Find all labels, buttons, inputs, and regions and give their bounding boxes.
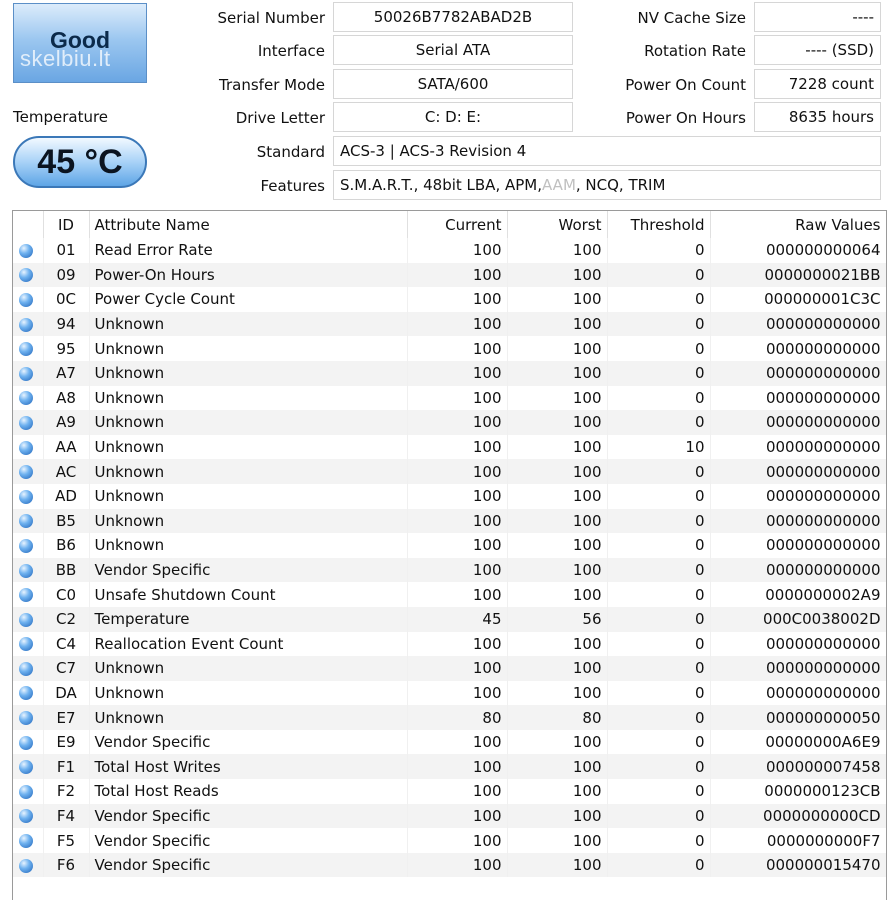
attribute-id: F6 — [43, 853, 89, 878]
status-cell — [13, 410, 43, 435]
threshold-value: 10 — [607, 435, 710, 460]
worst-value: 100 — [507, 853, 607, 878]
attribute-id: F5 — [43, 828, 89, 853]
threshold-value: 0 — [607, 582, 710, 607]
raw-value: 0000000000F7 — [710, 828, 886, 853]
raw-value: 000000000000 — [710, 533, 886, 558]
threshold-value: 0 — [607, 263, 710, 288]
attribute-name: Vendor Specific — [89, 828, 407, 853]
features-label: Features — [260, 177, 325, 195]
attribute-name: Unknown — [89, 386, 407, 411]
attribute-name: Vendor Specific — [89, 730, 407, 755]
threshold-value: 0 — [607, 287, 710, 312]
attribute-name: Vendor Specific — [89, 853, 407, 878]
status-cell — [13, 459, 43, 484]
table-row[interactable] — [13, 754, 886, 779]
worst-value: 100 — [507, 435, 607, 460]
status-cell — [13, 386, 43, 411]
attribute-name: Total Host Reads — [89, 779, 407, 804]
temperature-value: 45 °C — [37, 142, 123, 181]
current-value: 100 — [407, 730, 507, 755]
power-on-hours-value: 8635 hours — [754, 102, 881, 132]
blue-circle-icon — [19, 416, 33, 430]
features-part-3: , NCQ, TRIM — [575, 176, 666, 194]
status-cell — [13, 656, 43, 681]
status-cell — [13, 828, 43, 853]
status-cell — [13, 804, 43, 829]
raw-value: 000000000000 — [710, 386, 886, 411]
raw-value: 000000000000 — [710, 632, 886, 657]
attribute-name: Unknown — [89, 681, 407, 706]
table-row[interactable] — [13, 656, 886, 681]
features-part-1: S.M.A.R.T., 48bit LBA, APM, — [340, 176, 542, 194]
worst-value: 100 — [507, 336, 607, 361]
header-id[interactable]: ID — [43, 211, 89, 238]
worst-value: 100 — [507, 656, 607, 681]
attribute-id: C7 — [43, 656, 89, 681]
attribute-id: AD — [43, 484, 89, 509]
threshold-value: 0 — [607, 754, 710, 779]
raw-value: 000000000064 — [710, 238, 886, 263]
table-row[interactable] — [13, 804, 886, 829]
interface-value: Serial ATA — [333, 35, 573, 65]
standard-value: ACS-3 | ACS-3 Revision 4 — [333, 136, 881, 166]
current-value: 100 — [407, 435, 507, 460]
attribute-id: F2 — [43, 779, 89, 804]
table-row[interactable] — [13, 263, 886, 288]
raw-value: 000000000000 — [710, 336, 886, 361]
status-cell — [13, 336, 43, 361]
serial-number-label: Serial Number — [217, 9, 325, 27]
table-row[interactable] — [13, 607, 886, 632]
threshold-value: 0 — [607, 533, 710, 558]
threshold-value: 0 — [607, 238, 710, 263]
threshold-value: 0 — [607, 804, 710, 829]
transfer-mode-value: SATA/600 — [333, 69, 573, 99]
table-row[interactable] — [13, 558, 886, 583]
raw-value: 0000000000CD — [710, 804, 886, 829]
current-value: 100 — [407, 853, 507, 878]
threshold-value: 0 — [607, 828, 710, 853]
header-raw-values[interactable]: Raw Values — [710, 211, 886, 238]
worst-value: 100 — [507, 533, 607, 558]
worst-value: 100 — [507, 484, 607, 509]
attribute-id: 0C — [43, 287, 89, 312]
attribute-id: AC — [43, 459, 89, 484]
current-value: 80 — [407, 705, 507, 730]
attribute-name: Power Cycle Count — [89, 287, 407, 312]
blue-circle-icon — [19, 293, 33, 307]
blue-circle-icon — [19, 441, 33, 455]
blue-circle-icon — [19, 588, 33, 602]
blue-circle-icon — [19, 711, 33, 725]
status-cell — [13, 853, 43, 878]
attribute-id: C0 — [43, 582, 89, 607]
current-value: 100 — [407, 681, 507, 706]
raw-value: 000000015470 — [710, 853, 886, 878]
current-value: 100 — [407, 828, 507, 853]
current-value: 100 — [407, 238, 507, 263]
status-cell — [13, 312, 43, 337]
current-value: 100 — [407, 582, 507, 607]
raw-value: 000000000000 — [710, 681, 886, 706]
worst-value: 100 — [507, 558, 607, 583]
temperature-label: Temperature — [13, 108, 109, 126]
threshold-value: 0 — [607, 459, 710, 484]
worst-value: 100 — [507, 509, 607, 534]
attribute-id: A9 — [43, 410, 89, 435]
blue-circle-icon — [19, 514, 33, 528]
worst-value: 100 — [507, 681, 607, 706]
rotation-rate-label: Rotation Rate — [644, 42, 746, 60]
attribute-id: F1 — [43, 754, 89, 779]
worst-value: 100 — [507, 361, 607, 386]
raw-value: 000000007458 — [710, 754, 886, 779]
current-value: 100 — [407, 484, 507, 509]
attribute-name: Unknown — [89, 312, 407, 337]
current-value: 100 — [407, 779, 507, 804]
threshold-value: 0 — [607, 607, 710, 632]
threshold-value: 0 — [607, 730, 710, 755]
threshold-value: 0 — [607, 410, 710, 435]
blue-circle-icon — [19, 859, 33, 873]
table-row[interactable] — [13, 533, 886, 558]
blue-circle-icon — [19, 637, 33, 651]
attribute-name: Unknown — [89, 410, 407, 435]
status-cell — [13, 582, 43, 607]
attribute-id: B5 — [43, 509, 89, 534]
table-row[interactable] — [13, 828, 886, 853]
attribute-name: Unsafe Shutdown Count — [89, 582, 407, 607]
features-aam-disabled: AAM — [542, 176, 576, 194]
threshold-value: 0 — [607, 632, 710, 657]
status-cell — [13, 263, 43, 288]
table-row[interactable] — [13, 287, 886, 312]
worst-value: 100 — [507, 632, 607, 657]
attribute-name: Total Host Writes — [89, 754, 407, 779]
table-row[interactable] — [13, 386, 886, 411]
raw-value: 000000000000 — [710, 484, 886, 509]
blue-circle-icon — [19, 318, 33, 332]
header-worst[interactable]: Worst — [507, 211, 607, 238]
raw-value: 000000000000 — [710, 656, 886, 681]
attribute-name: Reallocation Event Count — [89, 632, 407, 657]
attribute-id: BB — [43, 558, 89, 583]
current-value: 100 — [407, 386, 507, 411]
raw-value: 000000000000 — [710, 509, 886, 534]
attribute-id: 01 — [43, 238, 89, 263]
header-attribute-name[interactable]: Attribute Name — [89, 211, 407, 238]
table-row[interactable] — [13, 632, 886, 657]
current-value: 100 — [407, 656, 507, 681]
attribute-name: Temperature — [89, 607, 407, 632]
blue-circle-icon — [19, 760, 33, 774]
worst-value: 100 — [507, 386, 607, 411]
current-value: 100 — [407, 804, 507, 829]
health-status-label: Good — [49, 26, 111, 53]
attribute-id: E7 — [43, 705, 89, 730]
raw-value: 000000000000 — [710, 361, 886, 386]
table-row[interactable] — [13, 730, 886, 755]
blue-circle-icon — [19, 613, 33, 627]
worst-value: 100 — [507, 263, 607, 288]
temperature-button[interactable] — [13, 136, 147, 188]
table-row[interactable] — [13, 484, 886, 509]
attribute-name: Unknown — [89, 336, 407, 361]
status-cell — [13, 361, 43, 386]
current-value: 100 — [407, 312, 507, 337]
blue-circle-icon — [19, 785, 33, 799]
table-row[interactable] — [13, 853, 886, 878]
attribute-id: B6 — [43, 533, 89, 558]
status-cell — [13, 287, 43, 312]
power-on-hours-label: Power On Hours — [625, 109, 746, 127]
table-row[interactable] — [13, 705, 886, 730]
drive-letter-label: Drive Letter — [235, 109, 325, 127]
status-cell — [13, 607, 43, 632]
worst-value: 100 — [507, 312, 607, 337]
blue-circle-icon — [19, 391, 33, 405]
table-row[interactable] — [13, 435, 886, 460]
attribute-name: Vendor Specific — [89, 558, 407, 583]
attribute-name: Unknown — [89, 533, 407, 558]
worst-value: 100 — [507, 459, 607, 484]
threshold-value: 0 — [607, 656, 710, 681]
drive-letter-value: C: D: E: — [333, 102, 573, 132]
status-cell — [13, 558, 43, 583]
worst-value: 100 — [507, 287, 607, 312]
table-row[interactable] — [13, 312, 886, 337]
table-row[interactable] — [13, 410, 886, 435]
nv-cache-size-label: NV Cache Size — [637, 9, 746, 27]
attribute-id: 09 — [43, 263, 89, 288]
interface-label: Interface — [257, 42, 325, 60]
attribute-id: AA — [43, 435, 89, 460]
nv-cache-size-value: ---- — [754, 2, 881, 32]
rotation-rate-value: ---- (SSD) — [754, 35, 881, 65]
raw-value: 000000001C3C — [710, 287, 886, 312]
threshold-value: 0 — [607, 681, 710, 706]
worst-value: 100 — [507, 410, 607, 435]
blue-circle-icon — [19, 539, 33, 553]
status-cell — [13, 533, 43, 558]
current-value: 100 — [407, 287, 507, 312]
threshold-value: 0 — [607, 484, 710, 509]
status-cell — [13, 681, 43, 706]
transfer-mode-label: Transfer Mode — [219, 76, 325, 94]
raw-value: 000000000000 — [710, 435, 886, 460]
current-value: 100 — [407, 410, 507, 435]
attribute-id: E9 — [43, 730, 89, 755]
header-status[interactable] — [13, 211, 43, 238]
watermark-text: skelbiu.lt — [20, 46, 111, 71]
raw-value: 000000000000 — [710, 312, 886, 337]
features-value — [333, 170, 881, 200]
power-on-count-label: Power On Count — [625, 76, 746, 94]
raw-value: 000000000000 — [710, 459, 886, 484]
raw-value: 0000000123CB — [710, 779, 886, 804]
worst-value: 100 — [507, 754, 607, 779]
attribute-name: Unknown — [89, 509, 407, 534]
attribute-name: Unknown — [89, 656, 407, 681]
current-value: 100 — [407, 459, 507, 484]
attribute-id: 94 — [43, 312, 89, 337]
worst-value: 100 — [507, 238, 607, 263]
table-row[interactable] — [13, 779, 886, 804]
current-value: 100 — [407, 632, 507, 657]
attribute-name: Unknown — [89, 459, 407, 484]
attribute-name: Unknown — [89, 361, 407, 386]
status-cell — [13, 705, 43, 730]
blue-circle-icon — [19, 342, 33, 356]
blue-circle-icon — [19, 736, 33, 750]
raw-value: 0000000021BB — [710, 263, 886, 288]
attribute-id: DA — [43, 681, 89, 706]
attribute-id: C2 — [43, 607, 89, 632]
status-cell — [13, 238, 43, 263]
current-value: 100 — [407, 263, 507, 288]
worst-value: 100 — [507, 828, 607, 853]
attribute-id: A8 — [43, 386, 89, 411]
blue-circle-icon — [19, 268, 33, 282]
raw-value: 0000000002A9 — [710, 582, 886, 607]
raw-value: 000000000050 — [710, 705, 886, 730]
smart-attributes-table[interactable] — [12, 210, 887, 900]
attribute-name: Unknown — [89, 435, 407, 460]
blue-circle-icon — [19, 686, 33, 700]
threshold-value: 0 — [607, 312, 710, 337]
table-row[interactable] — [13, 238, 886, 263]
worst-value: 100 — [507, 779, 607, 804]
attribute-id: A7 — [43, 361, 89, 386]
threshold-value: 0 — [607, 779, 710, 804]
current-value: 100 — [407, 533, 507, 558]
serial-number-value: 50026B7782ABAD2B — [333, 2, 573, 32]
blue-circle-icon — [19, 465, 33, 479]
blue-circle-icon — [19, 564, 33, 578]
worst-value: 100 — [507, 730, 607, 755]
threshold-value: 0 — [607, 705, 710, 730]
worst-value: 80 — [507, 705, 607, 730]
blue-circle-icon — [19, 490, 33, 504]
attribute-name: Unknown — [89, 705, 407, 730]
status-cell — [13, 754, 43, 779]
power-on-count-value: 7228 count — [754, 69, 881, 99]
threshold-value: 0 — [607, 336, 710, 361]
raw-value: 000000000000 — [710, 558, 886, 583]
attribute-name: Unknown — [89, 484, 407, 509]
blue-circle-icon — [19, 244, 33, 258]
header-threshold[interactable]: Threshold — [607, 211, 710, 238]
attribute-id: C4 — [43, 632, 89, 657]
table-row[interactable] — [13, 336, 886, 361]
table-row[interactable] — [13, 509, 886, 534]
header-current[interactable]: Current — [407, 211, 507, 238]
worst-value: 100 — [507, 804, 607, 829]
table-row[interactable] — [13, 681, 886, 706]
raw-value: 000000000000 — [710, 410, 886, 435]
threshold-value: 0 — [607, 386, 710, 411]
table-row[interactable] — [13, 582, 886, 607]
status-cell — [13, 484, 43, 509]
table-header-row — [13, 211, 886, 238]
current-value: 100 — [407, 558, 507, 583]
attribute-id: 95 — [43, 336, 89, 361]
current-value: 100 — [407, 754, 507, 779]
attribute-name: Read Error Rate — [89, 238, 407, 263]
blue-circle-icon — [19, 367, 33, 381]
raw-value: 000C0038002D — [710, 607, 886, 632]
current-value: 100 — [407, 509, 507, 534]
standard-label: Standard — [256, 143, 325, 161]
threshold-value: 0 — [607, 361, 710, 386]
threshold-value: 0 — [607, 853, 710, 878]
worst-value: 56 — [507, 607, 607, 632]
current-value: 45 — [407, 607, 507, 632]
threshold-value: 0 — [607, 509, 710, 534]
status-cell — [13, 730, 43, 755]
worst-value: 100 — [507, 582, 607, 607]
status-cell — [13, 779, 43, 804]
current-value: 100 — [407, 336, 507, 361]
status-cell — [13, 435, 43, 460]
raw-value: 00000000A6E9 — [710, 730, 886, 755]
current-value: 100 — [407, 361, 507, 386]
status-cell — [13, 509, 43, 534]
table-row[interactable] — [13, 361, 886, 386]
blue-circle-icon — [19, 809, 33, 823]
blue-circle-icon — [19, 834, 33, 848]
blue-circle-icon — [19, 662, 33, 676]
status-cell — [13, 632, 43, 657]
table-row[interactable] — [13, 459, 886, 484]
attribute-name: Power-On Hours — [89, 263, 407, 288]
attribute-name: Vendor Specific — [89, 804, 407, 829]
attribute-id: F4 — [43, 804, 89, 829]
threshold-value: 0 — [607, 558, 710, 583]
